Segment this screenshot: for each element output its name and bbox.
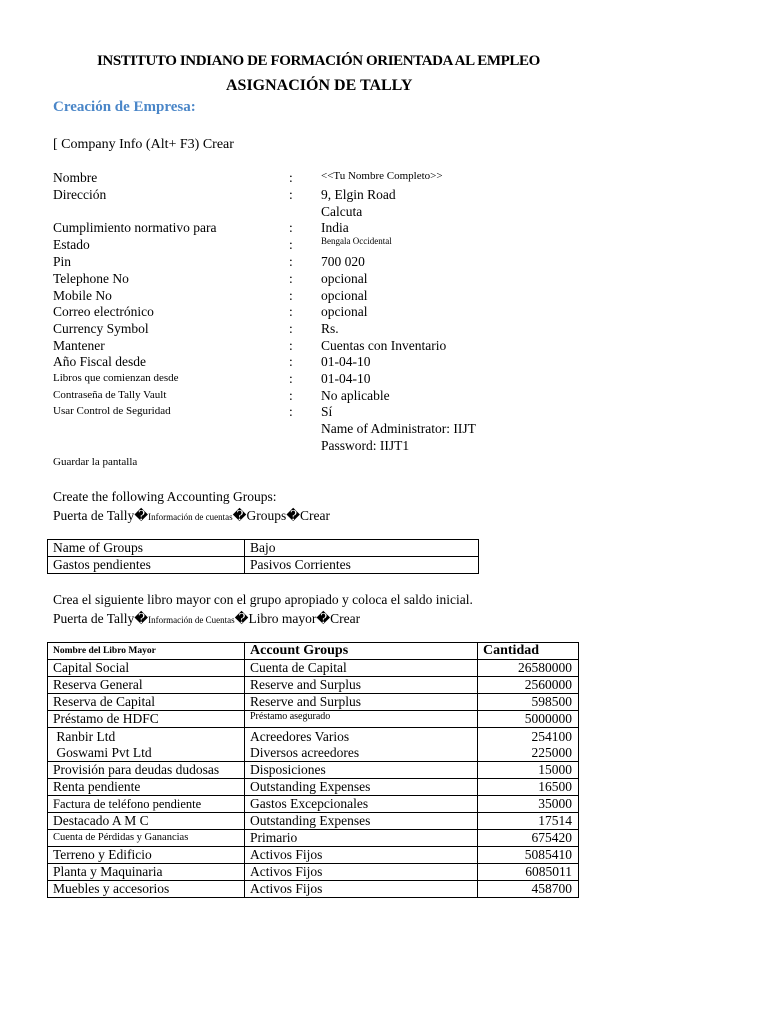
table-row	[48, 677, 579, 694]
column-header: Name of Groups	[48, 540, 245, 557]
field-value: Calcuta	[321, 204, 363, 219]
ledger-name: Planta y Maquinaria	[48, 864, 245, 881]
field-colon: :	[289, 170, 293, 185]
ledger-group: Cuenta de Capital	[245, 660, 478, 677]
column-header: Bajo	[245, 540, 479, 557]
ledger-amount: 5000000	[478, 711, 579, 728]
ledger-name: Préstamo de HDFC	[48, 711, 245, 728]
field-colon: :	[289, 220, 293, 235]
ledger-group: Disposiciones	[245, 762, 478, 779]
table-row	[48, 864, 579, 881]
table-row	[48, 694, 579, 711]
path-ledger: Libro mayor	[248, 611, 317, 626]
ledger-amount-line: 225000	[531, 744, 572, 760]
ledger-amount: 26580000	[478, 660, 579, 677]
field-label: Cumplimiento normativo para	[53, 220, 217, 235]
field-value: opcional	[321, 288, 368, 303]
table-cell: Gastos pendientes	[48, 557, 245, 574]
table-row	[48, 711, 579, 728]
table-cell: Pasivos Corrientes	[245, 557, 479, 574]
groups-path	[53, 507, 330, 524]
ledger-name: Capital Social	[48, 660, 245, 677]
field-value: Name of Administrator: IIJT	[321, 421, 476, 436]
ledger-intro: Crea el siguiente libro mayor con el grupo apropiado y coloca el saldo inicial.	[53, 592, 473, 607]
field-colon: :	[289, 321, 293, 336]
field-value: Cuentas con Inventario	[321, 338, 447, 353]
ledger-path	[53, 610, 360, 627]
ledger-group	[245, 728, 478, 762]
path-separator-icon: �	[234, 611, 249, 626]
field-colon: :	[289, 254, 293, 269]
ledger-amount: 598500	[478, 694, 579, 711]
ledger-amount: 675420	[478, 830, 579, 847]
ledger-name: Muebles y accesorios	[48, 881, 245, 898]
path-gateway: Puerta de Tally	[53, 508, 135, 523]
field-label: Contraseña de Tally Vault	[53, 389, 167, 401]
table-row	[48, 847, 579, 864]
ledger-name: Renta pendiente	[48, 779, 245, 796]
ledger-amount: 458700	[478, 881, 579, 898]
ledger-amount: 2560000	[478, 677, 579, 694]
company-info-path: [ Company Info (Alt+ F3) Crear	[53, 137, 234, 152]
table-row	[48, 728, 579, 762]
field-label: Usar Control de Seguridad	[53, 405, 171, 417]
field-colon: :	[289, 354, 293, 369]
ledger-amount	[478, 728, 579, 762]
ledger-amount: 16500	[478, 779, 579, 796]
field-value: Bengala Occidental	[321, 236, 392, 246]
field-colon: :	[289, 271, 293, 286]
field-label: Dirección	[53, 187, 107, 202]
ledger-group: Reserve and Surplus	[245, 694, 478, 711]
ledger-name: Reserva General	[48, 677, 245, 694]
ledger-amount-line: 254100	[531, 728, 572, 744]
field-value: opcional	[321, 271, 368, 286]
field-colon: :	[289, 288, 293, 303]
field-colon: :	[289, 404, 293, 419]
field-value: <<Tu Nombre Completo>>	[321, 170, 443, 182]
field-colon: :	[289, 187, 293, 202]
table-row	[48, 762, 579, 779]
ledger-group: Reserve and Surplus	[245, 677, 478, 694]
ledger-name: Reserva de Capital	[48, 694, 245, 711]
ledger-name-line: Goswami Pvt Ltd	[53, 744, 152, 760]
ledger-amount: 6085011	[478, 864, 579, 881]
path-accounts-info: Información de Cuentas	[148, 615, 235, 625]
ledger-name: Factura de teléfono pendiente	[48, 796, 245, 813]
field-colon: :	[289, 338, 293, 353]
path-groups: Groups	[246, 508, 287, 523]
field-value: No aplicable	[321, 388, 390, 403]
field-value: Sí	[321, 404, 333, 419]
path-separator-icon: �	[134, 611, 149, 626]
ledger-name	[48, 728, 245, 762]
assignment-title: ASIGNACIÓN DE TALLY	[226, 77, 413, 94]
ledger-amount: 35000	[478, 796, 579, 813]
column-header: Account Groups	[245, 643, 478, 660]
section-heading: Creación de Empresa:	[53, 99, 196, 115]
field-colon: :	[289, 237, 293, 252]
ledger-table	[47, 642, 579, 898]
field-label: Mantener	[53, 338, 105, 353]
path-separator-icon: �	[286, 508, 301, 523]
field-label: Correo electrónico	[53, 304, 154, 319]
field-label: Telephone No	[53, 271, 129, 286]
institute-title: INSTITUTO INDIANO DE FORMACIÓN ORIENTADA AL EMPLEO	[97, 53, 540, 69]
path-separator-icon: �	[134, 508, 149, 523]
path-separator-icon: �	[316, 611, 331, 626]
ledger-name: Cuenta de Pérdidas y Ganancias	[48, 830, 245, 847]
ledger-group: Activos Fijos	[245, 881, 478, 898]
table-row	[48, 881, 579, 898]
ledger-group-line: Acreedores Varios	[250, 728, 350, 744]
ledger-amount: 17514	[478, 813, 579, 830]
ledger-group: Primario	[245, 830, 478, 847]
table-row	[48, 796, 579, 813]
ledger-group: Activos Fijos	[245, 864, 478, 881]
column-header: Cantidad	[478, 643, 579, 660]
path-create: Crear	[300, 508, 331, 523]
table-header-row	[48, 540, 479, 557]
field-label: Año Fiscal desde	[53, 354, 146, 369]
field-value: opcional	[321, 304, 368, 319]
path-create: Crear	[330, 611, 361, 626]
path-separator-icon: �	[232, 508, 247, 523]
ledger-name: Terreno y Edificio	[48, 847, 245, 864]
groups-table	[47, 539, 479, 574]
ledger-name-line: Ranbir Ltd	[53, 728, 116, 744]
groups-intro: Create the following Accounting Groups:	[53, 489, 277, 504]
save-screen-note: Guardar la pantalla	[53, 456, 138, 468]
ledger-group: Outstanding Expenses	[245, 779, 478, 796]
path-gateway: Puerta de Tally	[53, 611, 135, 626]
field-value: Password: IIJT1	[321, 438, 410, 453]
field-label: Libros que comienzan desde	[53, 372, 179, 384]
ledger-group-line: Diversos acreedores	[250, 744, 360, 760]
ledger-amount: 5085410	[478, 847, 579, 864]
table-row	[48, 830, 579, 847]
field-value: 01-04-10	[321, 354, 371, 369]
table-row	[48, 557, 479, 574]
field-label: Currency Symbol	[53, 321, 149, 336]
ledger-group: Outstanding Expenses	[245, 813, 478, 830]
ledger-group: Préstamo asegurado	[245, 711, 478, 728]
field-value: India	[321, 220, 349, 235]
table-header-row	[48, 643, 579, 660]
field-colon: :	[289, 304, 293, 319]
table-row	[48, 813, 579, 830]
ledger-name: Provisión para deudas dudosas	[48, 762, 245, 779]
field-value: 700 020	[321, 254, 365, 269]
field-value: 9, Elgin Road	[321, 187, 396, 202]
field-label: Mobile No	[53, 288, 112, 303]
ledger-name: Destacado A M C	[48, 813, 245, 830]
field-value: Rs.	[321, 321, 339, 336]
field-label: Pin	[53, 254, 72, 269]
path-accounts-info: Información de cuentas	[148, 512, 233, 522]
field-label: Nombre	[53, 170, 98, 185]
field-colon: :	[289, 371, 293, 386]
ledger-group: Gastos Excepcionales	[245, 796, 478, 813]
column-header: Nombre del Libro Mayor	[48, 643, 245, 660]
ledger-amount: 15000	[478, 762, 579, 779]
ledger-group: Activos Fijos	[245, 847, 478, 864]
field-label: Estado	[53, 237, 90, 252]
field-colon: :	[289, 388, 293, 403]
table-row	[48, 779, 579, 796]
table-row	[48, 660, 579, 677]
field-value: 01-04-10	[321, 371, 371, 386]
